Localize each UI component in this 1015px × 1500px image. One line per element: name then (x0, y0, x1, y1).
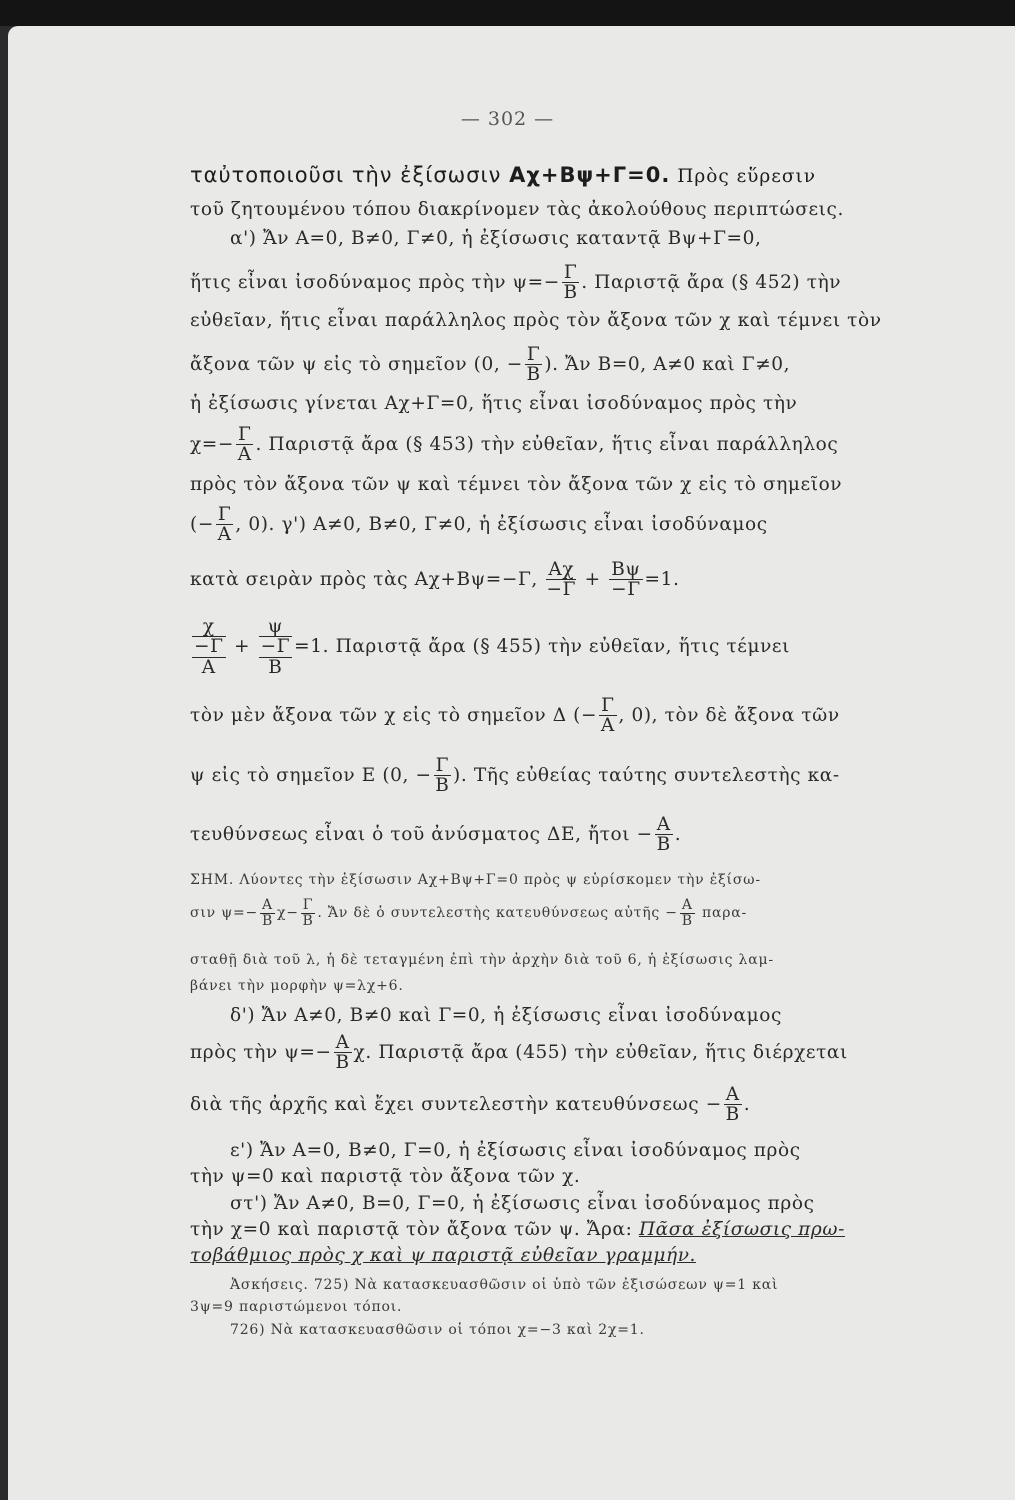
numerator: Α (725, 1084, 740, 1105)
equation: Αχ+Βψ+Γ=0. (509, 163, 671, 187)
text: τὴν χ=0 καὶ παριστᾷ τὸν ἄξονα τῶν ψ. Ἄρα: (190, 1219, 639, 1240)
text: σιν ψ=− (190, 905, 259, 922)
fraction (562, 263, 579, 303)
numerator: Γ (526, 344, 541, 365)
text-line-3: α') Ἄν Α=0, Β≠0, Γ≠0, ἡ ἐξίσωσις καταντᾷ Βψ+Γ=0, (230, 228, 762, 249)
text-line-6 (190, 345, 790, 385)
text: . Παριστᾷ ἄρα (§ 453) τὴν εὐθεῖαν, ἥτις εἶναι παράλληλος (255, 433, 839, 455)
inner-fraction (259, 637, 293, 677)
text: . Παριστᾷ ἄρα (§ 452) τὴν (581, 271, 842, 293)
denominator: −Γ (546, 579, 577, 601)
fraction (525, 345, 542, 385)
numerator: Γ (302, 897, 314, 913)
denominator: Β (261, 912, 274, 929)
numerator: Γ (563, 262, 578, 283)
scan-top-border (0, 0, 1015, 26)
numerator: Γ (601, 695, 615, 716)
fraction (434, 756, 451, 796)
text-line-18 (190, 1085, 750, 1125)
fraction (599, 696, 616, 736)
fraction (236, 425, 253, 465)
denominator: Β (335, 1052, 350, 1074)
denominator: Β (681, 912, 693, 929)
denominator: Β (725, 1104, 740, 1126)
text-line-20: τὴν ψ=0 καὶ παριστᾷ τὸν ἄξονα τῶν χ. (190, 1166, 581, 1187)
text: . (674, 823, 682, 845)
numerator: Αχ (548, 559, 575, 580)
text: + (578, 568, 608, 590)
text: , 0). γ') Α≠0, Β≠0, Γ≠0, ἡ ἐξίσωσις εἶναι ἰσοδύναμος (235, 513, 768, 535)
note-line-2 (190, 898, 747, 928)
note-line-3: σταθῇ διὰ τοῦ λ, ἡ δὲ τεταγμένη ἐπὶ τὴν ἀρχὴν διὰ τοῦ 6, ἡ ἐξίσωσις λαμ- (190, 952, 774, 968)
text-line-10 (190, 505, 768, 545)
text: ἄξονα τῶν ψ εἰς τὸ σημεῖον (0, − (190, 353, 523, 375)
fraction (301, 898, 316, 928)
text: , 0), τὸν δὲ ἄξονα τῶν (618, 704, 840, 726)
text-line-8 (190, 425, 838, 465)
text-line-5: εὐθεῖαν, ἥτις εἶναι παράλληλος πρὸς τὸν ἄξονα τῶν χ καὶ τέμνει τὸν (190, 310, 882, 331)
numerator: ψ (259, 617, 293, 637)
text-line-17 (190, 1033, 848, 1073)
numerator: Α (656, 814, 671, 835)
text-line-2: τοῦ ζητουμένου τόπου διακρίνομεν τὰς ἀκολούθους περιπτώσεις. (190, 199, 844, 220)
text: ταὐτοποιοῦσι τὴν ἐξίσωσιν (190, 163, 510, 187)
text: ἥτις εἶναι ἰσοδύναμος πρὸς τὴν ψ=− (190, 271, 560, 293)
text: (− (190, 513, 214, 535)
numerator: χ (192, 617, 226, 637)
text: ). Ἄν Β=0, Α≠0 καὶ Γ≠0, (544, 353, 791, 375)
note-line-4: βάνει τὴν μορφὴν ψ=λχ+6. (190, 978, 404, 994)
text: παρα- (696, 905, 748, 922)
denominator: Β (656, 834, 671, 856)
text: τευθύνσεως εἶναι ὁ τοῦ ἀνύσματος ΔΕ, ἤτοι − (190, 823, 653, 845)
exercise-line-2: 3ψ=9 παριστώμενοι τόποι. (190, 1299, 403, 1315)
text: . (743, 1093, 751, 1115)
text: =1. (644, 568, 680, 590)
denominator: Α (201, 656, 216, 678)
text-line-7: ἡ ἐξίσωσις γίνεται Αχ+Γ=0, ἥτις εἶναι ἰσοδύναμος πρὸς τὴν (190, 393, 798, 414)
denominator: Β (526, 364, 541, 386)
emphasis-text: Πᾶσα ἐξίσωσις πρω- (638, 1219, 845, 1240)
text-line-19: ε') Ἄν Α=0, Β≠0, Γ=0, ἡ ἐξίσωσις εἶναι ἰσοδύναμος πρὸς (230, 1140, 801, 1161)
text: ). Τῆς εὐθείας ταύτης συντελεστὴς κα- (453, 764, 840, 786)
denominator: Α (600, 715, 615, 737)
denominator: Β (563, 282, 578, 304)
text-line-15 (190, 815, 681, 855)
text-line-14 (190, 756, 840, 796)
numerator: −Γ (194, 636, 224, 658)
fraction (260, 898, 275, 928)
denominator: Β (302, 912, 314, 929)
inner-fraction (192, 637, 226, 677)
page-number: — 302 — (460, 108, 555, 130)
text-line-4 (190, 263, 841, 303)
text-line-13 (190, 696, 840, 736)
compound-fraction (192, 617, 226, 677)
denominator: Α (237, 444, 252, 466)
numerator: Α (335, 1032, 350, 1053)
text: χ. Παριστᾷ ἄρα (455) τὴν εὐθεῖαν, ἥτις διέρχεται (353, 1041, 848, 1063)
fraction (334, 1033, 352, 1073)
text: Πρὸς εὕρεσιν (670, 166, 817, 187)
text: χ− (276, 905, 299, 922)
text: διὰ τῆς ἀρχῆς καὶ ἔχει συντελεστὴν κατευθύνσεως − (190, 1093, 722, 1115)
text-line-22 (190, 1219, 845, 1240)
text: πρὸς τὴν ψ=− (190, 1041, 332, 1063)
compound-fraction (259, 617, 293, 677)
exercise-line-1: Ἀσκήσεις. 725) Νὰ κατασκευασθῶσιν οἱ ὑπὸ τῶν ἐξισώσεων ψ=1 καὶ (230, 1277, 779, 1293)
text-line-1 (190, 163, 816, 187)
exercise-line-3: 726) Νὰ κατασκευασθῶσιν οἱ τόποι χ=−3 καὶ 2χ=1. (230, 1322, 645, 1338)
fraction (680, 898, 695, 928)
text-line-16: δ') Ἄν Α≠0, Β≠0 καὶ Γ=0, ἡ ἐξίσωσις εἶναι ἰσοδύναμος (230, 1005, 782, 1026)
numerator: Γ (435, 755, 450, 776)
fraction (655, 815, 673, 855)
denominator: Α (217, 524, 232, 546)
denominator: −Γ (611, 579, 641, 601)
text: τὸν μὲν ἄξονα τῶν χ εἰς τὸ σημεῖον Δ (− (190, 704, 598, 726)
numerator: Γ (238, 424, 252, 445)
text: ψ εἰς τὸ σημεῖον Ε (0, − (190, 764, 432, 786)
text: χ=− (190, 433, 235, 455)
numerator: Α (262, 897, 273, 913)
fraction (546, 560, 576, 600)
fraction (216, 505, 233, 545)
text-line-21: στ') Ἄν Α≠0, Β=0, Γ=0, ἡ ἐξίσωσις εἶναι ἰσοδύναμος πρὸς (230, 1193, 815, 1214)
numerator: Α (681, 897, 693, 913)
text-line-11 (190, 560, 680, 600)
text: . Ἄν δὲ ὁ συντελεστὴς κατευθύνσεως αὐτῆς − (317, 905, 678, 922)
text: + (227, 636, 257, 658)
note-line-1: ΣΗΜ. Λύοντες τὴν ἐξίσωσιν Αχ+Βψ+Γ=0 πρὸς ψ εὑρίσκομεν τὴν ἐξίσω- (190, 872, 761, 888)
numerator: −Γ (260, 636, 291, 658)
text: =1. Παριστᾷ ἄρα (§ 455) τὴν εὐθεῖαν, ἥτις τέμνει (294, 636, 790, 658)
text: κατὰ σειρὰν πρὸς τὰς Αχ+Βψ=−Γ, (190, 568, 545, 590)
text-line-9: πρὸς τὸν ἄξονα τῶν ψ καὶ τέμνει τὸν ἄξονα τῶν χ εἰς τὸ σημεῖον (190, 474, 843, 495)
numerator: Γ (217, 504, 232, 525)
numerator: Βψ (611, 559, 641, 580)
text-line-12 (190, 617, 790, 677)
denominator: Β (268, 656, 283, 678)
text-line-23: τοβάθμιος πρὸς χ καὶ ψ παριστᾷ εὐθεῖαν γραμμήν. (190, 1245, 697, 1266)
fraction (724, 1085, 742, 1125)
denominator: Β (435, 775, 450, 797)
fraction (609, 560, 642, 600)
